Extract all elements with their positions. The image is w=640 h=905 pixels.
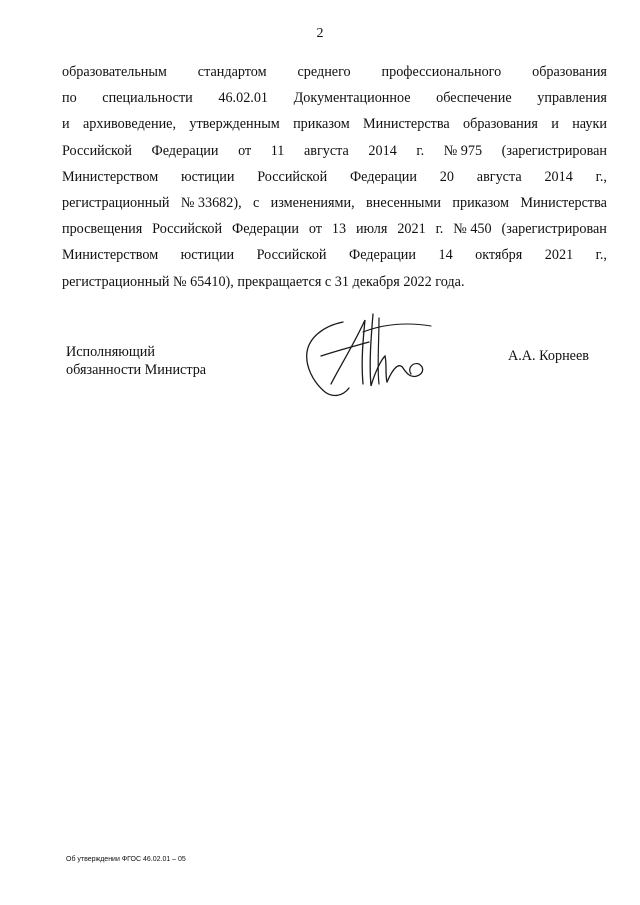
text-word: Федерации xyxy=(348,247,416,264)
signatory-position xyxy=(66,343,206,379)
text-word: 14 xyxy=(438,247,453,264)
text-word: Российской xyxy=(152,221,223,238)
handwritten-signature xyxy=(303,312,435,398)
text-word: Федерации xyxy=(151,142,219,159)
text-line xyxy=(62,85,607,111)
text-word: 46.02.01 xyxy=(218,90,269,107)
text-line xyxy=(62,111,607,137)
text-word: от xyxy=(238,142,252,159)
text-word: профессионального xyxy=(381,64,502,80)
text-word: Министерства xyxy=(520,194,607,211)
text-word: образования xyxy=(463,116,538,133)
text-word: Федерации xyxy=(349,168,417,185)
text-word: обеспечение xyxy=(436,90,512,107)
text-word: 2021 xyxy=(544,247,574,264)
text-word: 2014 xyxy=(544,168,573,185)
text-word: управления xyxy=(537,90,607,107)
text-word: августа xyxy=(303,142,349,159)
text-word: приказом xyxy=(452,194,509,211)
text-word: регистрационный № 65410), прекращается с 31 декабря 2022 года. xyxy=(62,273,465,290)
text-word: среднего xyxy=(297,64,351,80)
signatory-position-line2: обязанности Министра xyxy=(66,362,207,378)
text-word: Документационное xyxy=(293,90,411,107)
text-word: Российской xyxy=(256,247,327,264)
text-word: № 450 xyxy=(453,221,492,238)
text-word: стандартом xyxy=(197,64,267,80)
text-word: утвержденным xyxy=(189,116,280,133)
text-word: просвещения xyxy=(62,221,143,238)
text-word: от xyxy=(308,221,322,238)
text-word: г. xyxy=(435,221,444,238)
text-word: архивоведение, xyxy=(82,116,177,133)
text-word: по xyxy=(62,90,77,107)
text-word: 11 xyxy=(270,142,285,159)
text-word: г., xyxy=(595,247,607,264)
text-word: юстиции xyxy=(180,247,235,264)
text-word: науки xyxy=(572,116,607,133)
text-word: юстиции xyxy=(180,168,235,185)
text-word: с xyxy=(253,194,260,211)
text-word: образовательным xyxy=(62,64,167,80)
text-word: № 33682), xyxy=(180,194,242,211)
text-word: августа xyxy=(476,168,522,185)
text-word: специальности xyxy=(102,90,193,107)
text-word: изменениями, xyxy=(270,194,355,211)
text-word: регистрационный xyxy=(62,194,170,211)
text-word: приказом xyxy=(293,116,350,133)
text-word: июля xyxy=(355,221,388,238)
text-line xyxy=(62,242,607,268)
text-word: и xyxy=(62,116,70,133)
text-word: Министерством xyxy=(62,168,159,185)
footer-note: Об утверждении ФГОС 46.02.01 – 05 xyxy=(66,856,186,863)
text-line xyxy=(62,138,607,164)
text-word: г. xyxy=(416,142,425,159)
text-line xyxy=(62,269,607,295)
text-word: (зарегистрирован xyxy=(501,142,607,159)
text-word: внесенными xyxy=(366,194,442,211)
text-line xyxy=(62,59,607,85)
text-word: 2021 xyxy=(397,221,426,238)
text-word: Министерством xyxy=(62,247,159,264)
text-word: г., xyxy=(595,168,607,185)
text-word: Российской xyxy=(62,142,132,159)
text-word: № 975 xyxy=(443,142,483,159)
text-line xyxy=(62,216,607,242)
text-word: Федерации xyxy=(231,221,299,238)
text-word: Министерства xyxy=(363,116,450,133)
text-word: образования xyxy=(532,64,607,80)
text-word: 2014 xyxy=(368,142,397,159)
text-word: 13 xyxy=(331,221,347,238)
text-word: 20 xyxy=(439,168,454,185)
text-word: и xyxy=(551,116,559,133)
text-line xyxy=(62,164,607,190)
signatory-name: А.А. Корнеев xyxy=(508,348,589,364)
text-word: октября xyxy=(475,247,523,264)
page-number: 2 xyxy=(316,26,324,41)
signatory-position-line1: Исполняющий xyxy=(66,344,155,360)
text-word: Российской xyxy=(257,168,328,185)
text-line xyxy=(62,190,607,216)
text-word: (зарегистрирован xyxy=(501,221,607,238)
order-body-text xyxy=(62,59,607,295)
